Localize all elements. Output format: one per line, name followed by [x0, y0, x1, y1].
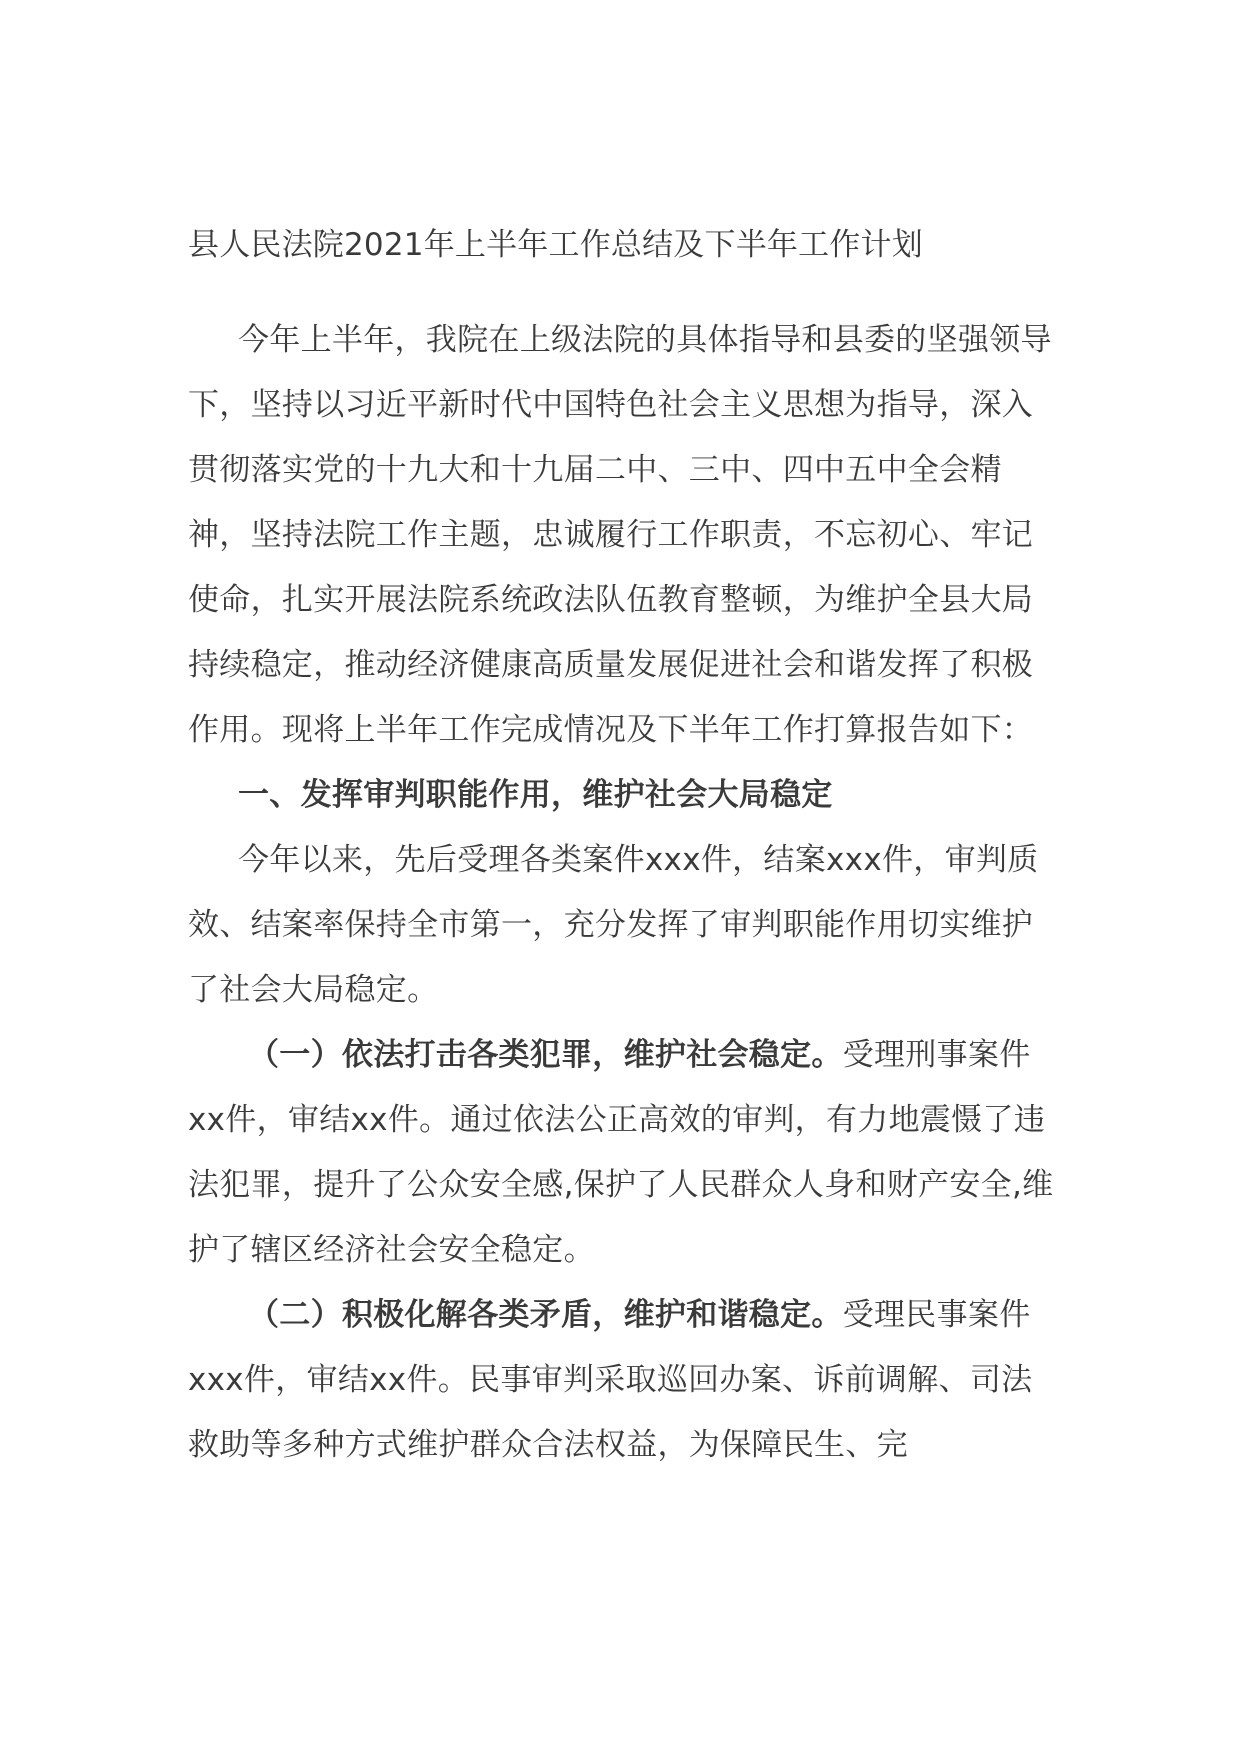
- document-body: [188, 213, 1058, 1478]
- item-2-paragraph: [188, 1283, 1058, 1478]
- item-1-body: 受理刑事案件xx件，审结xx件。通过依法公正高效的审判，有力地震慑了违法犯罪，提升了公众安全感,保护了人民群众人身和财产安全,维护了辖区经济社会安全稳定。: [188, 1037, 1054, 1268]
- item-1-paragraph: [188, 1023, 1058, 1283]
- item-1-heading: （一）依法打击各类犯罪，维护社会稳定。: [248, 1037, 843, 1073]
- item-2-body: 受理民事案件xxx件，审结xx件。民事审判采取巡回办案、诉前调解、司法救助等多种方式维护群众合法权益，为保障民生、完: [188, 1297, 1033, 1463]
- section-1-paragraph: 今年以来，先后受理各类案件xxx件，结案xxx件，审判质效、结案率保持全市第一，充分发挥了审判职能作用切实维护了社会大局稳定。: [188, 842, 1039, 1008]
- section-heading-1: 一、发挥审判职能作用，维护社会大局稳定: [238, 777, 833, 813]
- item-2-heading: （二）积极化解各类矛盾，维护和谐稳定。: [248, 1297, 843, 1333]
- intro-paragraph: 今年上半年，我院在上级法院的具体指导和县委的坚强领导下，坚持以习近平新时代中国特色社会主义思想为指导，深入贯彻落实党的十九大和十九届二中、三中、四中五中全会精神，坚持法院工作主题，忠诚履行工作职责，不忘初心、牢记使命，扎实开展法院系统政法队伍教育整顿，为维护全县大局持续稳定，推动经济健康高质量发展促进社会和谐发挥了积极作用。现将上半年工作完成情况及下半年工作打算报告如下：: [188, 322, 1052, 748]
- document-title: 县人民法院2021年上半年工作总结及下半年工作计划: [188, 227, 923, 263]
